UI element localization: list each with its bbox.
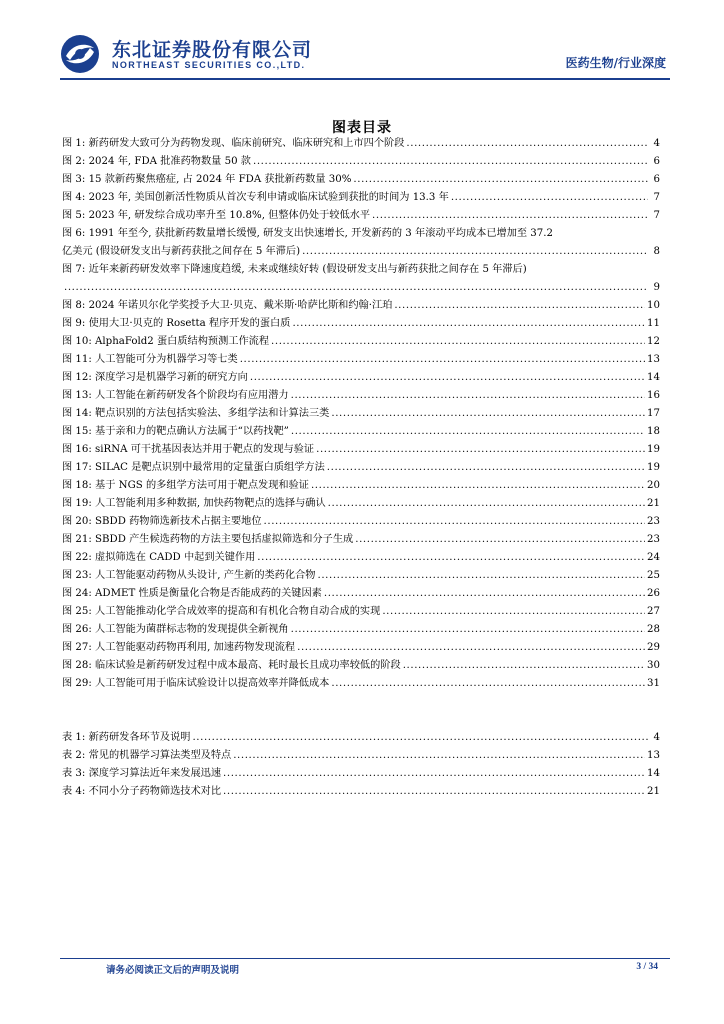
toc-entry-figure-7[interactable]: ..... 9 bbox=[62, 279, 660, 297]
footer-disclaimer: 请务必阅读正文后的声明及说明 bbox=[106, 965, 240, 976]
toc-entry-table-2[interactable]: 表 2: 常见的机器学习算法类型及特点 ..... 13 bbox=[62, 747, 660, 765]
report-type: 医药生物/行业深度 bbox=[565, 56, 666, 70]
toc-entry-table-1[interactable]: 表 1: 新药研发各环节及说明 ..... 4 bbox=[62, 729, 660, 747]
toc-entry-figure-27[interactable]: 图 27: 人工智能驱动药物再利用, 加速药物发现流程 ..... 29 bbox=[62, 639, 660, 657]
toc-entry-figure-10[interactable]: 图 10: AlphaFold2 蛋白质结构预测工作流程 ..... 12 bbox=[62, 333, 660, 351]
company-name-en: NORTHEAST SECURITIES CO.,LTD. bbox=[112, 60, 306, 70]
footer-divider bbox=[60, 958, 670, 959]
toc-entry-figure-5[interactable]: 图 5: 2023 年, 研发综合成功率升至 10.8%, 但整体仍处于较低水平 ..... 7 bbox=[62, 207, 660, 225]
toc-entry-figure-3[interactable]: 图 3: 15 款新药聚焦癌症, 占 2024 年 FDA 获批新药数量 30% ..... 6 bbox=[62, 171, 660, 189]
toc-entry-figure-12[interactable]: 图 12: 深度学习是机器学习新的研究方向 ..... 14 bbox=[62, 369, 660, 387]
figure-table-of-contents bbox=[62, 135, 660, 801]
toc-entry-figure-29[interactable]: 图 29: 人工智能可用于临床试验设计以提高效率并降低成本 ..... 31 bbox=[62, 675, 660, 693]
toc-entry-figure-15[interactable]: 图 15: 基于亲和力的靶点确认方法属于“以药找靶” ..... 18 bbox=[62, 423, 660, 441]
toc-entry-figure-26[interactable]: 图 26: 人工智能为菌群标志物的发现提供全新视角 ..... 28 bbox=[62, 621, 660, 639]
toc-entry-figure-24[interactable]: 图 24: ADMET 性质是衡量化合物是否能成药的关键因素 ..... 26 bbox=[62, 585, 660, 603]
toc-entry-figure-19[interactable]: 图 19: 人工智能利用多种数据, 加快药物靶点的选择与确认 ..... 21 bbox=[62, 495, 660, 513]
toc-entry-figure-11[interactable]: 图 11: 人工智能可分为机器学习等七类 ..... 13 bbox=[62, 351, 660, 369]
company-name-cn: 东北证券股份有限公司 bbox=[112, 39, 313, 61]
toc-entry-figure-1[interactable]: 图 1: 新药研发大致可分为药物发现、临床前研究、临床研究和上市四个阶段 ..... 4 bbox=[62, 135, 660, 153]
toc-entry-figure-4[interactable]: 图 4: 2023 年, 美国创新活性物质从首次专利申请或临床试验到获批的时间为 13.3 年 ..... 7 bbox=[62, 189, 660, 207]
header-divider bbox=[60, 78, 670, 80]
toc-entry-figure-2[interactable]: 图 2: 2024 年, FDA 批准药物数量 50 款 ..... 6 bbox=[62, 153, 660, 171]
toc-entry-figure-8[interactable]: 图 8: 2024 年诺贝尔化学奖授予大卫·贝克、戴米斯·哈萨比斯和约翰·江珀 ..... 10 bbox=[62, 297, 660, 315]
toc-entry-figure-20[interactable]: 图 20: SBDD 药物筛选新技术占据主要地位 ..... 23 bbox=[62, 513, 660, 531]
toc-entry-figure-14[interactable]: 图 14: 靶点识别的方法包括实验法、多组学法和计算法三类 ..... 17 bbox=[62, 405, 660, 423]
toc-title: 图表目录 bbox=[332, 120, 392, 136]
toc-entry-figure-22[interactable]: 图 22: 虚拟筛选在 CADD 中起到关键作用 ..... 24 bbox=[62, 549, 660, 567]
page-number: 3 / 34 bbox=[636, 962, 658, 972]
toc-entry-figure-18[interactable]: 图 18: 基于 NGS 的多组学方法可用于靶点发现和验证 ..... 20 bbox=[62, 477, 660, 495]
toc-entry-figure-6-line1[interactable]: 图 6: 1991 年至今, 获批新药数量增长缓慢, 研发支出快速增长, 开发新药的 3 年滚动平均成本已增加至 37.2 bbox=[62, 228, 553, 239]
toc-entry-figure-16[interactable]: 图 16: siRNA 可干扰基因表达并用于靶点的发现与验证 ..... 19 bbox=[62, 441, 660, 459]
toc-entry-figure-17[interactable]: 图 17: SILAC 是靶点识别中最常用的定量蛋白质组学方法 ..... 19 bbox=[62, 459, 660, 477]
toc-entry-figure-9[interactable]: 图 9: 使用大卫·贝克的 Rosetta 程序开发的蛋白质 ..... 11 bbox=[62, 315, 660, 333]
page-header bbox=[60, 30, 670, 76]
northeast-securities-logo-icon bbox=[60, 34, 100, 74]
toc-entry-table-3[interactable]: 表 3: 深度学习算法近年来发展迅速 ..... 14 bbox=[62, 765, 660, 783]
toc-entry-table-4[interactable]: 表 4: 不同小分子药物筛选技术对比 ..... 21 bbox=[62, 783, 660, 801]
toc-entry-figure-13[interactable]: 图 13: 人工智能在新药研发各个阶段均有应用潜力 ..... 16 bbox=[62, 387, 660, 405]
toc-entry-figure-23[interactable]: 图 23: 人工智能驱动药物从头设计, 产生新的类药化合物 ..... 25 bbox=[62, 567, 660, 585]
toc-entry-figure-6[interactable]: 亿美元 (假设研发支出与新药获批之间存在 5 年滞后) ..... 8 bbox=[62, 243, 660, 261]
toc-entry-figure-28[interactable]: 图 28: 临床试验是新药研发过程中成本最高、耗时最长且成功率较低的阶段 ..... 30 bbox=[62, 657, 660, 675]
toc-entry-figure-25[interactable]: 图 25: 人工智能推动化学合成效率的提高和有机化合物自动合成的实现 ..... 27 bbox=[62, 603, 660, 621]
toc-entry-figure-7-line1[interactable]: 图 7: 近年来新药研发效率下降速度趋缓, 未来或继续好转 (假设研发支出与新药获批之间存在 5 年滞后) bbox=[62, 264, 527, 275]
toc-entry-figure-21[interactable]: 图 21: SBDD 产生候选药物的方法主要包括虚拟筛选和分子生成 ..... 23 bbox=[62, 531, 660, 549]
